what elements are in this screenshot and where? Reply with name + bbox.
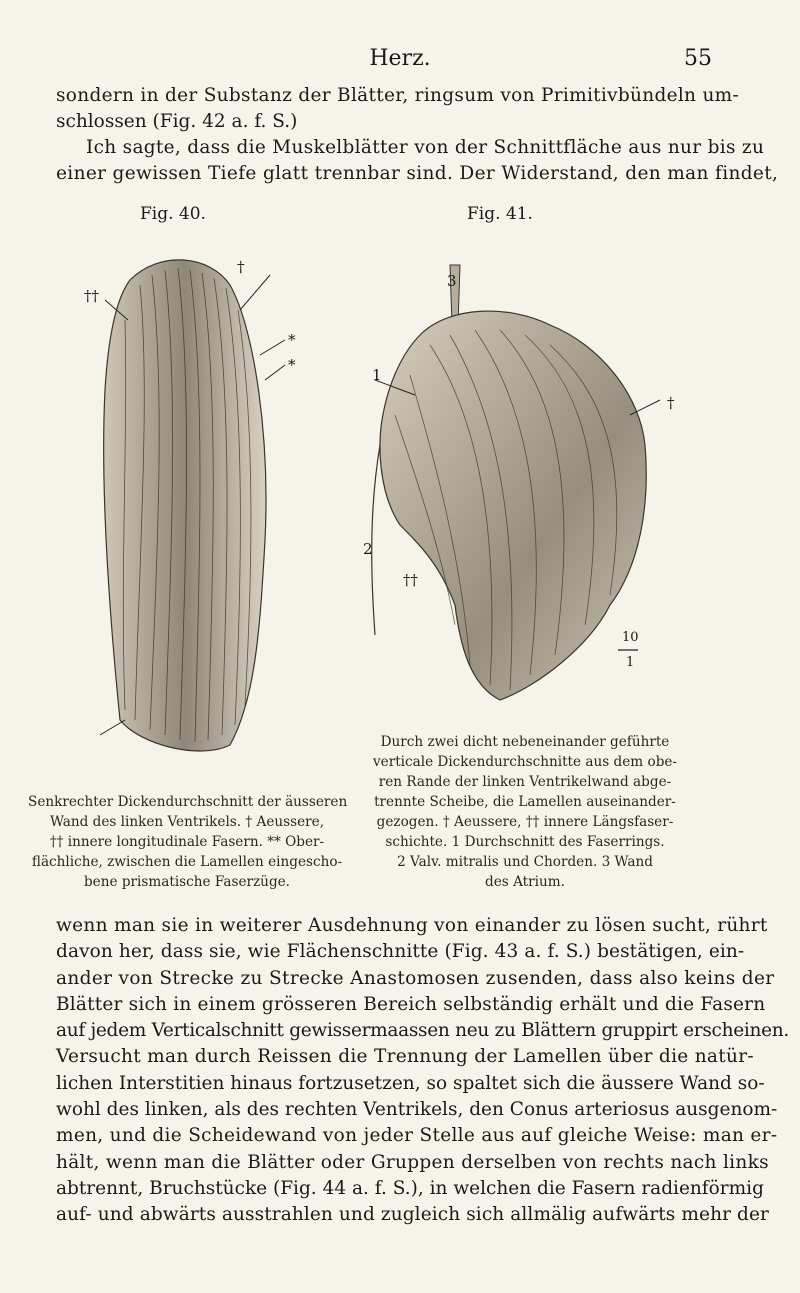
caption-line: †† innere longitudinale Fasern. ** Ober- [49, 834, 325, 850]
text-line: auf jedem Verticalschnitt gewissermaassen neu zu Blättern gruppirt erscheinen. [56, 1020, 789, 1042]
text-line: Ich sagte, dass die Muskelblätter von der Schnittfläche aus nur bis zu [86, 137, 765, 158]
text-line: ander von Strecke zu Strecke Anastomosen zusenden, dass also keins der [56, 967, 775, 989]
text-line: sondern in der Substanz der Blätter, ringsum von Primitivbündeln um- [56, 85, 740, 106]
caption-line: Wand des linken Ventrikels. † Aeussere, [49, 814, 325, 830]
text-line: abtrennt, Bruchstücke (Fig. 44 a. f. S.), in welchen die Fasern radienförmig [56, 1177, 764, 1199]
fig41-caption [360, 732, 690, 892]
muscle-wall-section [104, 260, 266, 751]
text-line: Blätter sich in einem grösseren Bereich selbständig erhält und die Fasern [56, 993, 766, 1015]
fig40-illustration [80, 240, 320, 770]
fig41-label-2: 2 [363, 540, 373, 558]
fig40-star-mark: * [288, 331, 296, 349]
fig40-dagger-mark: † [237, 258, 245, 276]
fig40-star-mark: * [288, 356, 296, 374]
fig40-caption [28, 792, 346, 892]
caption-line: flächliche, zwischen die Lamellen eingescho- [31, 854, 343, 870]
caption-line: ren Rande der linken Ventrikelwand abge- [378, 774, 672, 790]
fig41-label-3: 3 [447, 272, 457, 290]
text-line: auf- und abwärts ausstrahlen und zugleich sich allmälig aufwärts mehr der [56, 1204, 769, 1226]
caption-line: gezogen. † Aeussere, †† innere Längsfaser- [376, 814, 674, 830]
fig41-dagger-mark: † [667, 394, 675, 412]
text-line: wenn man sie in weiterer Ausdehnung von einander zu lösen sucht, rührt [56, 915, 768, 936]
text-line: einer gewissen Tiefe glatt trennbar sind. Der Widerstand, den man findet, [56, 163, 779, 184]
page-title: Herz. [369, 46, 431, 71]
caption-line: bene prismatische Faserzüge. [83, 874, 291, 890]
fig40-label: Fig. 40. [140, 204, 206, 224]
text-line: wohl des linken, als des rechten Ventrikels, den Conus arteriosus ausgenom- [56, 1099, 778, 1121]
caption-line: schichte. 1 Durchschnitt des Faserrings. [385, 834, 665, 850]
text-line: davon her, dass sie, wie Flächenschnitte (Fig. 43 a. f. S.) bestätigen, ein- [56, 941, 745, 963]
scale-denominator: 1 [626, 655, 635, 670]
fig41-illustration [360, 245, 690, 715]
fig41-label: Fig. 41. [467, 204, 533, 224]
text-line: lichen Interstitien hinaus fortzusetzen, so spaltet sich die äussere Wand so- [56, 1072, 765, 1094]
intro-paragraph [56, 83, 779, 187]
text-line: Versucht man durch Reissen die Trennung der Lamellen über die natür- [56, 1046, 754, 1068]
fig40-double-dagger-mark: †† [84, 287, 99, 305]
text-line: schlossen (Fig. 42 a. f. S.) [56, 111, 298, 132]
caption-line: trennte Scheibe, die Lamellen auseinander- [374, 794, 676, 810]
running-header [0, 46, 800, 76]
text-line: hält, wenn man die Blätter oder Gruppen derselben von rechts nach links [56, 1151, 769, 1173]
fig41-double-dagger-mark: †† [403, 571, 418, 589]
lamellae-slice [380, 311, 646, 700]
caption-line: des Atrium. [485, 874, 565, 890]
page-number: 55 [684, 46, 712, 71]
text-line: men, und die Scheidewand von jeder Stelle aus auf gleiche Weise: man er- [56, 1125, 778, 1147]
caption-line: 2 Valv. mitralis und Chorden. 3 Wand [397, 854, 653, 870]
body-paragraph [56, 913, 789, 1229]
caption-line: Durch zwei dicht nebeneinander geführte [380, 734, 670, 750]
caption-line: Senkrechter Dickendurchschnitt der äusseren [28, 794, 348, 810]
caption-line: verticale Dickendurchschnitte aus dem obe- [372, 754, 678, 770]
scale-numerator: 10 [622, 630, 639, 645]
fig41-label-1: 1 [372, 366, 382, 384]
